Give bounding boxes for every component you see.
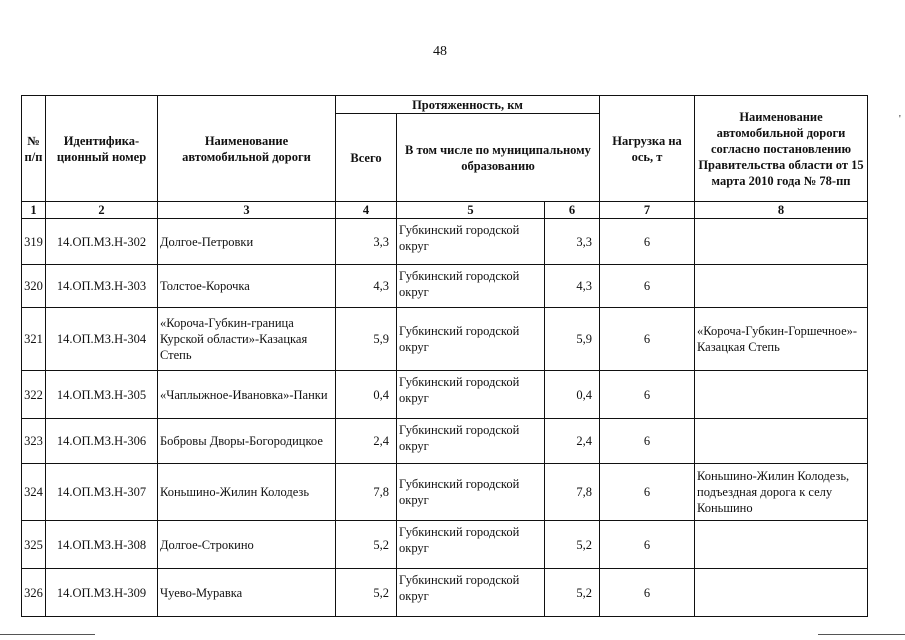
header-decree-name: Наименование автомобильной дороги согласно постановлению Правительства области от 15 марта 2010 года № 78-пп [695,96,868,202]
row-total: 5,9 [336,308,397,371]
row-decree-name: «Короча-Губкин-Горшечное»-Казацкая Степь [695,308,868,371]
row-muni-length: 2,4 [545,419,600,464]
row-axle-load: 6 [600,371,695,419]
row-total: 0,4 [336,371,397,419]
row-municipality: Губкинский городской округ [397,265,545,308]
column-number-row [22,202,868,219]
row-id: 14.ОП.МЗ.Н-308 [46,521,158,569]
table-row [22,464,868,521]
row-id: 14.ОП.МЗ.Н-303 [46,265,158,308]
row-decree-name [695,265,868,308]
header-road-name: Наименование автомобильной дороги [158,96,336,202]
row-total: 3,3 [336,219,397,265]
row-axle-load: 6 [600,569,695,617]
footer-rule-right [818,634,905,635]
header-length-group: Протяженность, км [336,96,600,114]
row-axle-load: 6 [600,308,695,371]
row-id: 14.ОП.МЗ.Н-309 [46,569,158,617]
column-number: 7 [600,202,695,219]
row-num: 324 [22,464,46,521]
row-municipality: Губкинский городской округ [397,371,545,419]
table-row [22,308,868,371]
row-decree-name [695,521,868,569]
row-road-name: Долгое-Петровки [158,219,336,265]
column-number: 1 [22,202,46,219]
header-axle-load: Нагрузка на ось, т [600,96,695,202]
row-id: 14.ОП.МЗ.Н-305 [46,371,158,419]
row-num: 320 [22,265,46,308]
row-total: 4,3 [336,265,397,308]
row-road-name: Толстое-Корочка [158,265,336,308]
header-num: № п/п [22,96,46,202]
table-row [22,371,868,419]
row-num: 322 [22,371,46,419]
row-num: 323 [22,419,46,464]
row-axle-load: 6 [600,265,695,308]
column-number: 3 [158,202,336,219]
row-muni-length: 5,2 [545,521,600,569]
row-total: 5,2 [336,521,397,569]
table-row [22,265,868,308]
row-id: 14.ОП.МЗ.Н-304 [46,308,158,371]
roads-table [21,95,868,617]
column-number: 2 [46,202,158,219]
header-total: Всего [336,114,397,202]
row-total: 2,4 [336,419,397,464]
row-municipality: Губкинский городской округ [397,419,545,464]
row-municipality: Губкинский городской округ [397,219,545,265]
row-num: 319 [22,219,46,265]
row-axle-load: 6 [600,521,695,569]
row-id: 14.ОП.МЗ.Н-302 [46,219,158,265]
row-decree-name [695,419,868,464]
column-number: 4 [336,202,397,219]
header-municipal: В том числе по муниципальному образованию [397,114,600,202]
row-municipality: Губкинский городской округ [397,569,545,617]
row-road-name: Коньшино-Жилин Колодезь [158,464,336,521]
row-decree-name: Коньшино-Жилин Колодезь, подъездная дорога к селу Коньшино [695,464,868,521]
header-id: Идентифика-ционный номер [46,96,158,202]
row-total: 7,8 [336,464,397,521]
table-row [22,219,868,265]
table-row [22,521,868,569]
row-muni-length: 5,9 [545,308,600,371]
column-number: 5 [397,202,545,219]
row-total: 5,2 [336,569,397,617]
row-road-name: «Короча-Губкин-граница Курской области»-Казацкая Степь [158,308,336,371]
row-muni-length: 4,3 [545,265,600,308]
row-decree-name [695,569,868,617]
row-id: 14.ОП.МЗ.Н-307 [46,464,158,521]
row-road-name: Бобровы Дворы-Богородицкое [158,419,336,464]
row-road-name: Чуево-Муравка [158,569,336,617]
row-decree-name [695,219,868,265]
row-decree-name [695,371,868,419]
row-muni-length: 7,8 [545,464,600,521]
margin-mark: ' [899,114,901,125]
column-number: 8 [695,202,868,219]
row-axle-load: 6 [600,464,695,521]
row-muni-length: 5,2 [545,569,600,617]
page-number: 48 [433,44,447,59]
row-num: 325 [22,521,46,569]
row-road-name: Долгое-Строкино [158,521,336,569]
row-muni-length: 0,4 [545,371,600,419]
row-municipality: Губкинский городской округ [397,521,545,569]
table-row [22,419,868,464]
column-number: 6 [545,202,600,219]
row-axle-load: 6 [600,219,695,265]
row-num: 321 [22,308,46,371]
row-road-name: «Чаплыжное-Ивановка»-Панки [158,371,336,419]
row-muni-length: 3,3 [545,219,600,265]
row-axle-load: 6 [600,419,695,464]
table-row [22,569,868,617]
footer-rule-left [0,634,95,635]
row-id: 14.ОП.МЗ.Н-306 [46,419,158,464]
row-municipality: Губкинский городской округ [397,464,545,521]
row-num: 326 [22,569,46,617]
row-municipality: Губкинский городской округ [397,308,545,371]
